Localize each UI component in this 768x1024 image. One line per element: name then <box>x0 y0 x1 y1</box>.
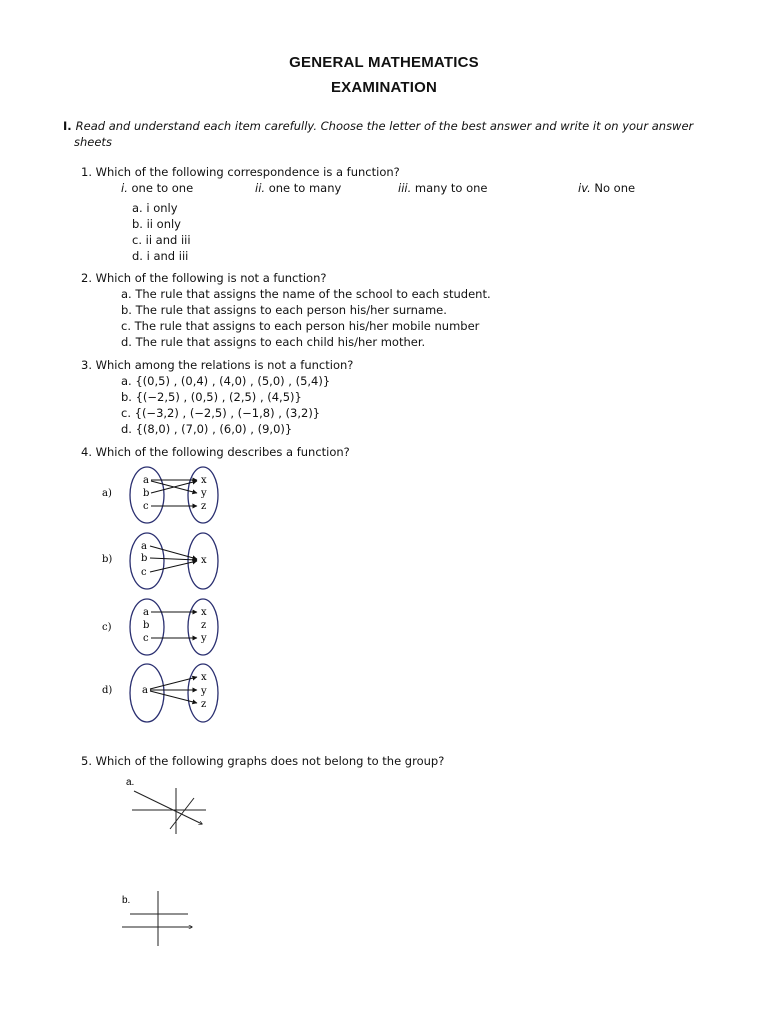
q1-choice-b: b. ii only <box>132 217 181 231</box>
range-element: z <box>201 699 207 710</box>
domain-element: b <box>141 553 148 564</box>
graph-label: a. <box>126 777 135 788</box>
q1-statement-iv <box>578 180 635 196</box>
range-element: y <box>201 633 207 644</box>
diagram-label: a) <box>102 488 112 499</box>
mapping-diagram-c <box>100 598 230 658</box>
range-element: x <box>201 607 207 618</box>
range-element: z <box>201 620 207 631</box>
question-3-stem: 3. Which among the relations is not a function? <box>81 358 354 372</box>
diagram-label: c) <box>102 622 112 633</box>
mapping-arrow <box>150 691 197 703</box>
range-element: y <box>201 686 207 697</box>
exam-subtitle: EXAMINATION <box>330 79 438 96</box>
q1-statement-iii <box>398 180 488 196</box>
graph-line <box>170 798 194 829</box>
domain-element: b <box>143 620 150 631</box>
mapping-arrow <box>150 561 197 572</box>
domain-element: a <box>142 685 148 696</box>
section-numeral: I. <box>63 119 72 133</box>
question-1-stem: 1. Which of the following correspondence is a function? <box>81 165 400 179</box>
range-element: z <box>201 501 207 512</box>
graph-label: b. <box>122 895 131 906</box>
instructions-line1: Read and understand each item carefully. Choose the letter of the best answer and write it on your answer <box>75 119 694 133</box>
range-element: x <box>201 475 207 486</box>
q1-statement-text: many to one <box>414 181 488 195</box>
mapping-diagram-d <box>100 663 230 725</box>
q1-numeral: ii. <box>255 181 266 195</box>
diagram-label: b) <box>102 554 113 565</box>
q3-choice-b: b. {(−2,5) , (0,5) , (2,5) , (4,5)} <box>121 390 302 404</box>
domain-element: c <box>143 501 149 512</box>
q1-numeral: iv. <box>578 181 591 195</box>
domain-element: b <box>143 488 150 499</box>
q1-choice-c: c. ii and iii <box>132 233 191 247</box>
q1-statement-text: one to one <box>131 181 194 195</box>
q1-numeral: iii. <box>398 181 412 195</box>
q3-choice-a: a. {(0,5) , (0,4) , (4,0) , (5,0) , (5,4)} <box>121 374 331 388</box>
range-element: y <box>201 488 207 499</box>
domain-element: a <box>141 541 147 552</box>
graph-a <box>118 774 218 838</box>
exam-title: GENERAL MATHEMATICS <box>289 54 479 71</box>
domain-element: a <box>143 607 149 618</box>
mapping-diagram-b <box>100 532 230 592</box>
q1-statement-i <box>121 180 193 196</box>
domain-element: c <box>143 633 149 644</box>
q1-statement-text: No one <box>594 181 636 195</box>
mapping-arrow <box>150 558 197 560</box>
range-element: x <box>201 555 207 566</box>
diagram-label: d) <box>102 685 113 696</box>
q2-choice-a: a. The rule that assigns the name of the school to each student. <box>121 287 491 301</box>
question-4-stem: 4. Which of the following describes a function? <box>81 445 350 459</box>
q1-numeral: i. <box>121 181 128 195</box>
range-element: x <box>201 672 207 683</box>
q1-choice-d: d. i and iii <box>132 249 189 263</box>
q3-choice-d: d. {(8,0) , (7,0) , (6,0) , (9,0)} <box>121 422 293 436</box>
graph-b <box>118 888 218 952</box>
domain-element: c <box>141 567 147 578</box>
domain-element: a <box>143 475 149 486</box>
instructions-line2: sheets <box>74 135 112 149</box>
q2-choice-c: c. The rule that assigns to each person his/her mobile number <box>121 319 480 333</box>
question-5-stem: 5. Which of the following graphs does not belong to the group? <box>81 754 445 768</box>
question-2-stem: 2. Which of the following is not a function? <box>81 271 327 285</box>
mapping-arrow <box>150 677 197 689</box>
q2-choice-b: b. The rule that assigns to each person his/her surname. <box>121 303 447 317</box>
instructions <box>63 118 753 150</box>
q1-choice-a: a. i only <box>132 201 178 215</box>
graph-line <box>134 791 202 824</box>
mapping-diagram-a <box>100 466 230 526</box>
q3-choice-c: c. {(−3,2) , (−2,5) , (−1,8) , (3,2)} <box>121 406 321 420</box>
q1-statement-ii <box>255 180 341 196</box>
q2-choice-d: d. The rule that assigns to each child his/her mother. <box>121 335 426 349</box>
q1-statement-text: one to many <box>268 181 342 195</box>
